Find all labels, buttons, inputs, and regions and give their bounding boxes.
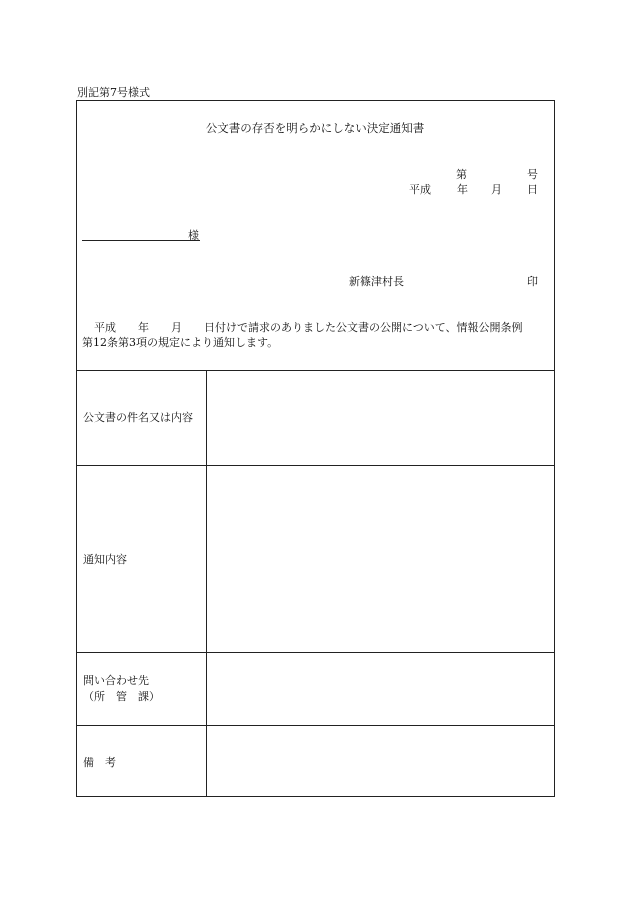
- recipient-name-line: [82, 240, 200, 241]
- document-number-prefix: 第: [456, 168, 467, 181]
- notice-body: [82, 320, 552, 350]
- issuer-name: 新篠津村長: [349, 275, 404, 288]
- subject-value-cell: [207, 371, 554, 465]
- row-label-contact: 問い合わせ先: [83, 674, 149, 687]
- form-number-label: 別記第7号様式: [77, 86, 150, 99]
- date-era: 平成: [409, 183, 431, 196]
- row-label-remarks: 備 考: [83, 756, 116, 769]
- date-day-label: 日: [527, 183, 538, 196]
- notice-content-value-cell: [207, 466, 554, 652]
- document-number-suffix: 号: [527, 168, 538, 181]
- notice-body-line-2: 第12条第3項の規定により通知します。: [82, 336, 279, 349]
- row-label-contact-dept: （所 管 課）: [83, 690, 160, 703]
- date-year-label: 年: [457, 183, 468, 196]
- date-month-label: 月: [491, 183, 502, 196]
- remarks-value-cell: [207, 726, 554, 796]
- notice-body-line-1: 平成 年 月 日付けで請求のありました公文書の公開について、情報公開条例: [94, 321, 523, 334]
- row-label-subject: 公文書の件名又は内容: [83, 411, 193, 424]
- row-label-notice-content: 通知内容: [83, 553, 127, 566]
- document-title: 公文書の存否を明らかにしない決定通知書: [205, 121, 425, 135]
- seal-mark: 印: [527, 275, 538, 288]
- contact-value-cell: [207, 653, 554, 725]
- recipient-honorific: 様: [188, 229, 199, 242]
